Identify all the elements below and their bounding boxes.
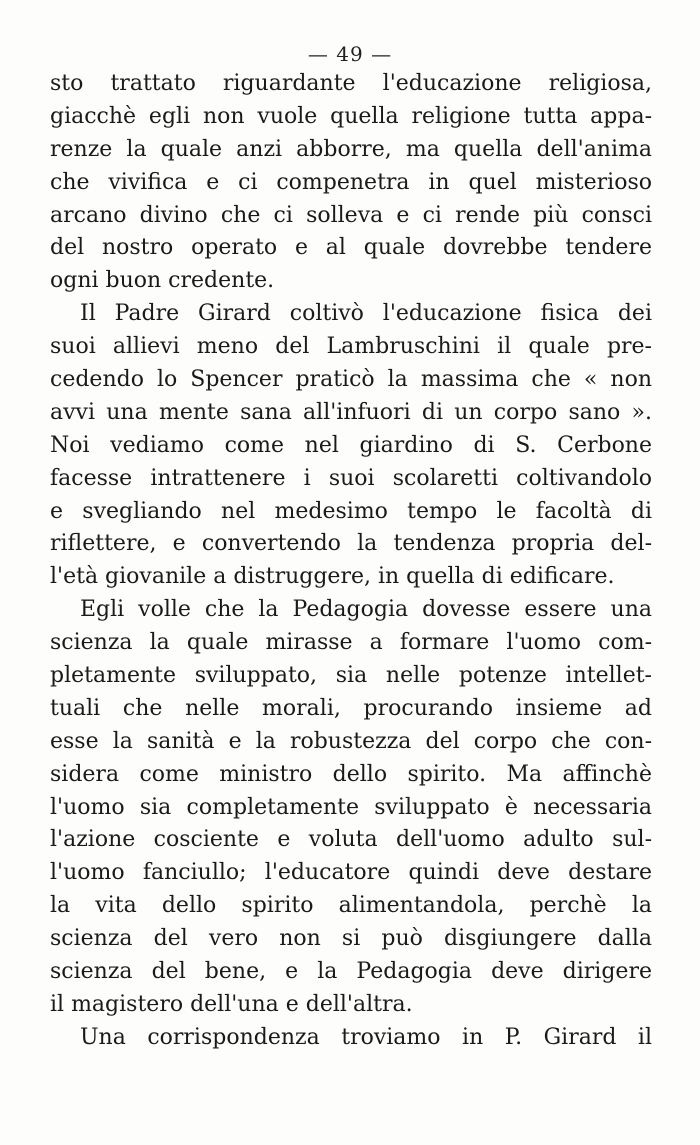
text-line: sidera come ministro dello spirito. Ma affinchè bbox=[50, 761, 652, 787]
text-line: ogni buon credente. bbox=[50, 268, 275, 294]
text-line: Noi vediamo come nel giardino di S. Cerbone bbox=[50, 432, 652, 458]
text-line: pletamente sviluppato, sia nelle potenze intellet- bbox=[50, 663, 652, 689]
text-line: Egli volle che la Pedagogia dovesse essere una bbox=[80, 597, 652, 623]
text-line: che vivifica e ci compenetra in quel misterioso bbox=[50, 169, 652, 195]
text-line: tuali che nelle morali, procurando insieme ad bbox=[50, 695, 652, 721]
text-line: renze la quale anzi abborre, ma quella dell'anima bbox=[50, 136, 652, 162]
text-line: scienza del bene, e la Pedagogia deve dirigere bbox=[50, 959, 652, 985]
text-line: arcano divino che ci solleva e ci rende più consci bbox=[50, 202, 652, 228]
text-line: scienza del vero non si può disgiungere dalla bbox=[50, 926, 652, 952]
text-line: il magistero dell'una e dell'altra. bbox=[50, 991, 413, 1017]
text-line: e svegliando nel medesimo tempo le facoltà di bbox=[50, 498, 652, 524]
text-line: l'uomo fanciullo; l'educatore quindi deve destare bbox=[50, 860, 652, 886]
text-line: facesse intrattenere i suoi scolaretti coltivandolo bbox=[50, 465, 652, 491]
text-line: l'azione cosciente e voluta dell'uomo adulto sul- bbox=[50, 827, 652, 853]
text-line: Una corrispondenza troviamo in P. Girard il bbox=[80, 1024, 652, 1050]
text-line: l'uomo sia completamente sviluppato è necessaria bbox=[50, 794, 652, 820]
text-line: la vita dello spirito alimentandola, perchè la bbox=[50, 893, 652, 919]
text-line: sto trattato riguardante l'educazione religiosa, bbox=[50, 71, 652, 96]
text-line: cedendo lo Spencer praticò la massima che « non bbox=[50, 367, 652, 393]
text-line: avvi una mente sana all'infuori di un corpo sano ». bbox=[50, 399, 652, 425]
text-line: scienza la quale mirasse a formare l'uomo com- bbox=[50, 630, 652, 656]
page-number: — 49 — bbox=[307, 42, 393, 66]
text-line: del nostro operato e al quale dovrebbe tendere bbox=[50, 235, 652, 261]
text-line: l'età giovanile a distruggere, in quella di edificare. bbox=[50, 564, 615, 590]
body-text bbox=[50, 68, 652, 1055]
text-line: esse la sanità e la robustezza del corpo che con- bbox=[50, 728, 652, 754]
text-line: suoi allievi meno del Lambruschini il quale pre- bbox=[50, 334, 652, 360]
text-line: Il Padre Girard coltivò l'educazione fisica dei bbox=[80, 301, 652, 327]
text-line: giacchè egli non vuole quella religione tutta appa- bbox=[50, 103, 652, 129]
text-line: riflettere, e convertendo la tendenza propria del- bbox=[50, 531, 652, 557]
